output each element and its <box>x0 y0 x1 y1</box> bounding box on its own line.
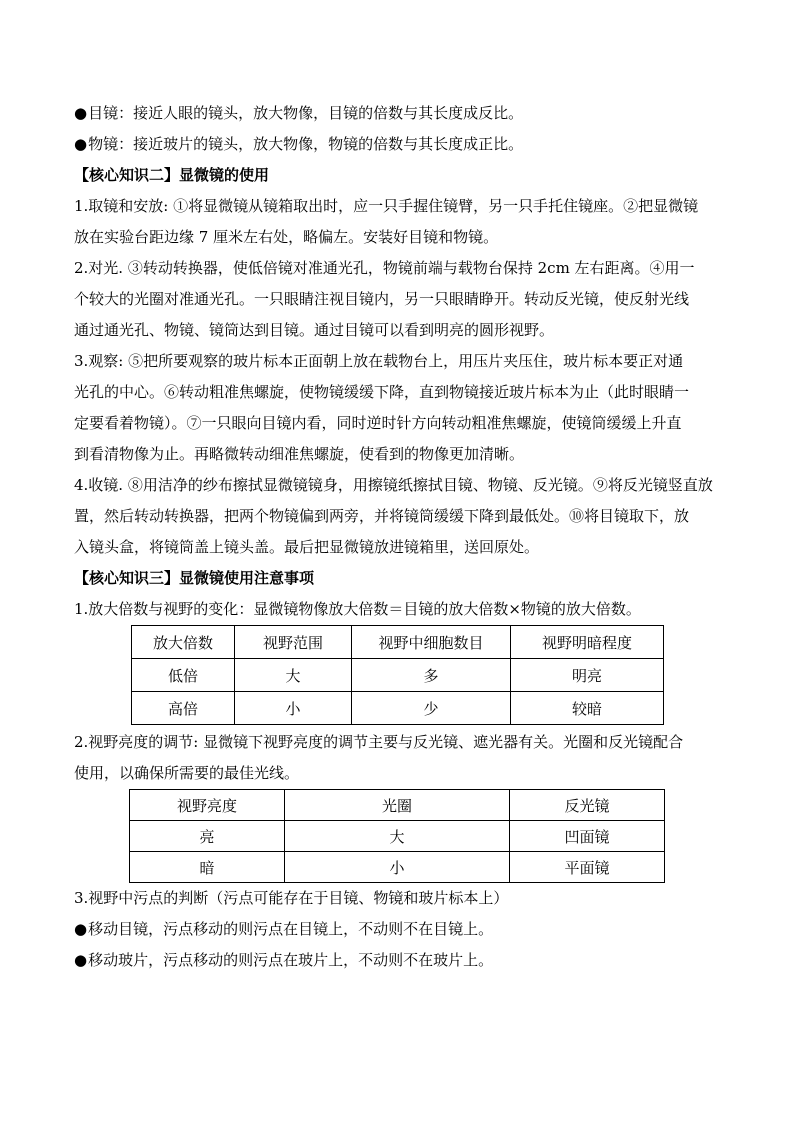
table-cell: 凹面镜 <box>510 821 665 852</box>
table-cell: 较暗 <box>511 692 664 725</box>
bullet-icon: ● <box>74 951 88 969</box>
bullet-icon: ● <box>74 104 88 122</box>
table-header-cell: 视野中细胞数目 <box>352 626 511 659</box>
bullet-move-eyepiece <box>74 914 724 945</box>
bullet-icon: ● <box>74 135 88 153</box>
section-heading-precautions: 【核心知识三】显微镜使用注意事项 <box>74 569 315 587</box>
table-header-cell: 放大倍数 <box>132 626 235 659</box>
table-header-row <box>130 790 665 821</box>
paragraph-line: 2.对光. ③转动转换器，使低倍镜对准通光孔，物镜前端与载物台保持 2cm 左右距离。④用一 <box>74 259 695 277</box>
paragraph-line: 1.取镜和安放: ①将显微镜从镜箱取出时，应一只手握住镜臂，另一只手托住镜座。②把显微镜 <box>74 197 699 215</box>
section-heading-usage: 【核心知识二】显微镜的使用 <box>74 166 270 184</box>
bullet-icon: ● <box>74 920 88 938</box>
table-row <box>130 821 665 852</box>
table-cell: 明亮 <box>511 659 664 692</box>
paragraph-line: 1.放大倍数与视野的变化：显微镜物像放大倍数＝目镜的放大倍数×物镜的放大倍数。 <box>74 600 641 618</box>
table-header-cell: 视野范围 <box>235 626 352 659</box>
table-header-cell: 光圈 <box>285 790 510 821</box>
paragraph-line: 使用，以确保所需要的最佳光线。 <box>74 764 300 782</box>
paragraph-line: 入镜头盒，将镜筒盖上镜头盖。最后把显微镜放进镜箱里，送回原处。 <box>74 538 540 556</box>
table-header-row <box>132 626 664 659</box>
paragraph-line: 个较大的光圈对准通光孔。一只眼睛注视目镜内，另一只眼睛睁开。转动反光镜，使反射光线 <box>74 290 690 308</box>
bullet-objective <box>74 129 724 160</box>
table-cell: 亮 <box>130 821 285 852</box>
table-header-cell: 反光镜 <box>510 790 665 821</box>
bullet-eyepiece <box>74 98 724 129</box>
table-cell: 小 <box>285 852 510 883</box>
table-cell: 高倍 <box>132 692 235 725</box>
table-row <box>130 852 665 883</box>
bullet-move-slide <box>74 945 724 976</box>
table-cell: 大 <box>285 821 510 852</box>
paragraph-line: 定要看着物镜）。⑦一只眼向目镜内看，同时逆时针方向转动粗准焦螺旋，使镜筒缓缓上升直 <box>74 414 682 432</box>
magnification-table <box>131 625 664 725</box>
table-row <box>132 692 664 725</box>
table-cell: 暗 <box>130 852 285 883</box>
paragraph-line: 放在实验台距边缘 7 厘米左右处，略偏左。安装好目镜和物镜。 <box>74 228 499 246</box>
table-cell: 大 <box>235 659 352 692</box>
bullet-text: 目镜：接近人眼的镜头，放大物像，目镜的倍数与其长度成反比。 <box>88 104 524 122</box>
paragraph-line: 3.视野中污点的判断（污点可能存在于目镜、物镜和玻片标本上） <box>74 889 509 907</box>
document-page <box>74 98 724 976</box>
table-cell: 平面镜 <box>510 852 665 883</box>
bullet-text: 移动玻片，污点移动的则污点在玻片上，不动则不在玻片上。 <box>88 951 494 969</box>
paragraph-line: 2.视野亮度的调节: 显微镜下视野亮度的调节主要与反光镜、遮光器有关。光圈和反光镜配合 <box>74 733 684 751</box>
brightness-table <box>129 789 665 883</box>
paragraph-line: 到看清物像为止。再略微转动细准焦螺旋，使看到的物像更加清晰。 <box>74 445 525 463</box>
paragraph-line: 通过通光孔、物镜、镜筒达到目镜。通过目镜可以看到明亮的圆形视野。 <box>74 321 555 339</box>
paragraph-line: 光孔的中心。⑥转动粗准焦螺旋，使物镜缓缓下降，直到物镜接近玻片标本为止（此时眼睛一 <box>74 383 690 401</box>
table-header-cell: 视野亮度 <box>130 790 285 821</box>
paragraph-line: 4.收镜. ⑧用洁净的纱布擦拭显微镜镜身，用擦镜纸擦拭目镜、物镜、反光镜。⑨将反光镜竖直放 <box>74 476 713 494</box>
paragraph-line: 置，然后转动转换器，把两个物镜偏到两旁，并将镜筒缓缓下降到最低处。⑩将目镜取下，放 <box>74 507 690 525</box>
table-row <box>132 659 664 692</box>
paragraph-line: 3.观察: ⑤把所要观察的玻片标本正面朝上放在载物台上，用压片夹压住，玻片标本要正对通 <box>74 352 684 370</box>
bullet-text: 物镜：接近玻片的镜头，放大物像，物镜的倍数与其长度成正比。 <box>88 135 524 153</box>
bullet-text: 移动目镜，污点移动的则污点在目镜上，不动则不在目镜上。 <box>88 920 494 938</box>
table-cell: 低倍 <box>132 659 235 692</box>
table-cell: 小 <box>235 692 352 725</box>
table-header-cell: 视野明暗程度 <box>511 626 664 659</box>
table-cell: 少 <box>352 692 511 725</box>
table-cell: 多 <box>352 659 511 692</box>
